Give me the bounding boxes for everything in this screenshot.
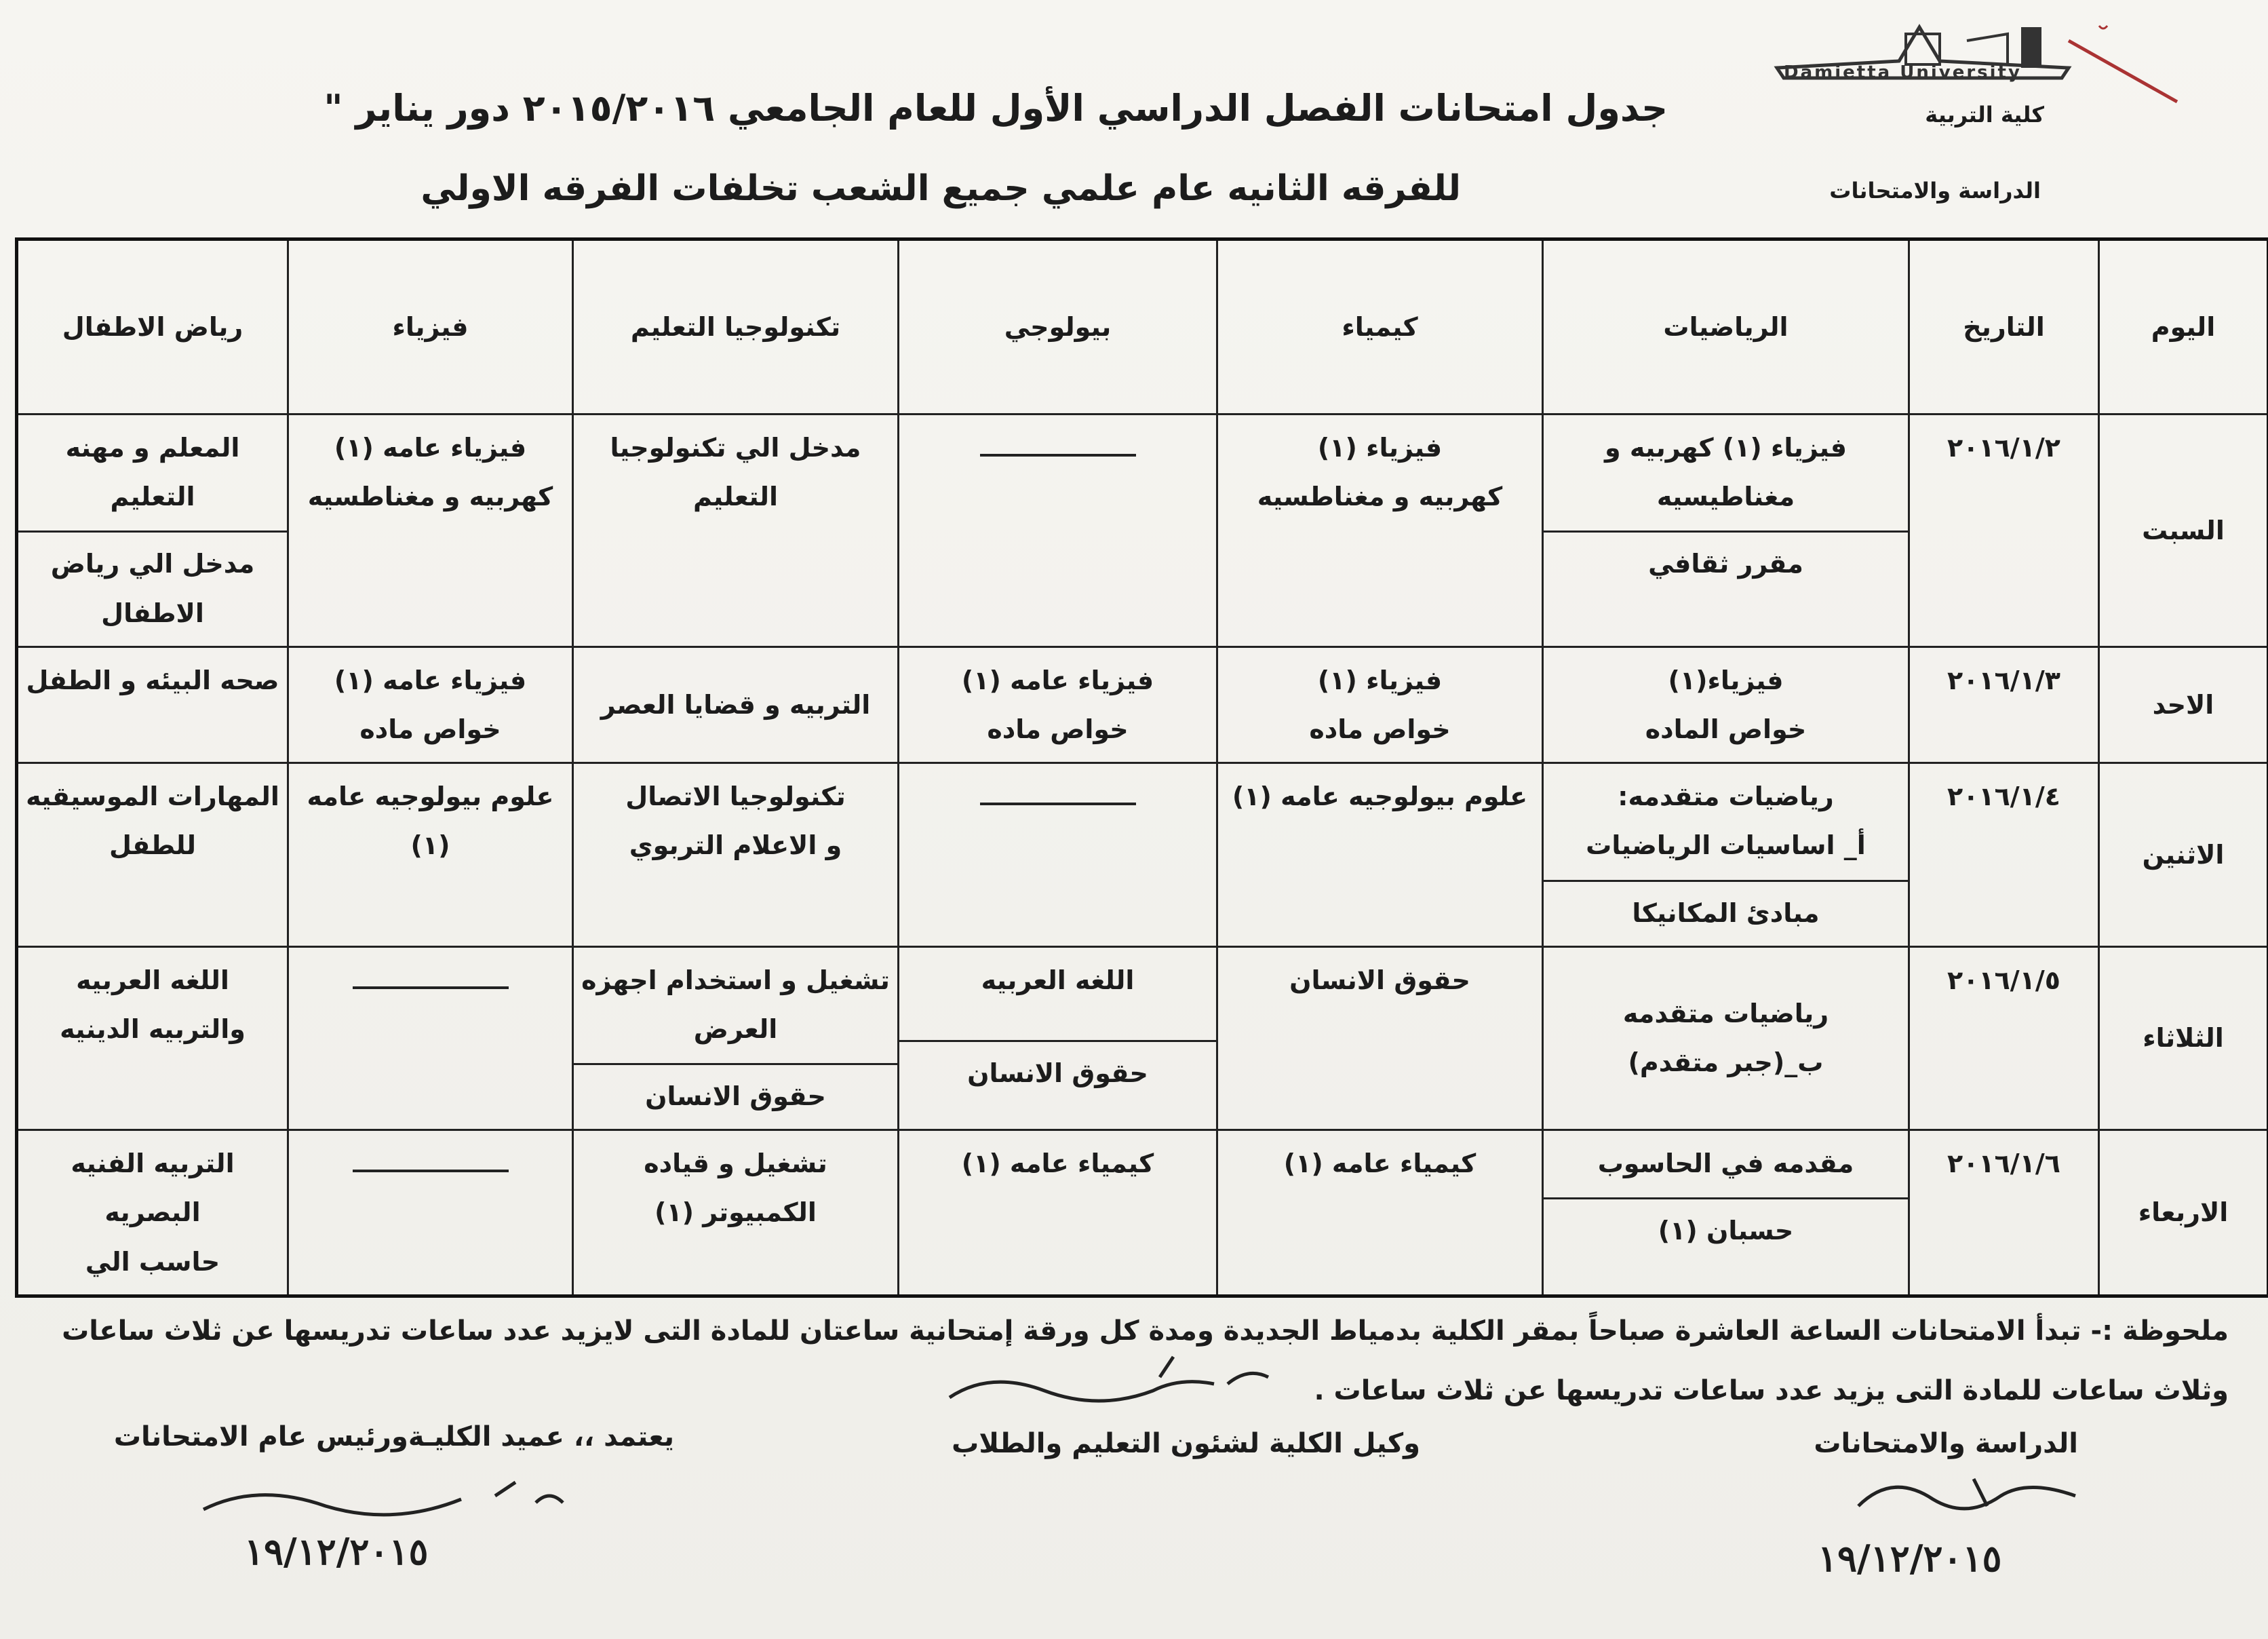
pen-mark [2062,20,2184,109]
biology-line: كيمياء عامه (١) [961,1149,1154,1179]
math-line: حسبان (١) [1544,1197,1908,1255]
physics-cell [288,946,573,1130]
chemistry-line: كيمياء عامه (١) [1283,1149,1477,1179]
edtech-cell [573,647,899,763]
kindergarten-cell [17,946,288,1130]
math-line: ب_(جبر متقدم) [1628,1047,1824,1078]
kindergarten-cell [17,414,288,647]
edtech-line: و الاعلام التربوي [629,830,842,861]
date-cell: ٢٠١٦/١/٣ [1909,647,2099,763]
biology-line: فيزياء عامه (١) [961,665,1154,695]
kindergarten-line: المهارات الموسيقيه [26,782,279,812]
signature-dean-label: يعتمد ،، عميد الكليـةورئيس عام الامتحانات [113,1421,674,1452]
header-date: التاريخ [1909,239,2099,414]
edtech-line: تشغيل و استخدام اجهزه [581,965,890,995]
physics-line: علوم بيولوجيه عامه (١) [307,782,554,861]
chemistry-cell [1217,763,1543,947]
chemistry-line: كهربيه و مغناطسيه [1257,482,1503,512]
physics-cell [288,647,573,763]
kindergarten-line: حاسب الي [85,1246,220,1277]
edtech-line: تشغيل و قياده [644,1149,827,1179]
day-cell: الثلاثاء [2099,946,2268,1130]
biology-line: اللغه العربيه [981,965,1135,995]
exam-schedule-table-wrapper [15,237,2267,1282]
math-line: رياضيات متقدمه: [1618,782,1834,812]
day-cell: السبت [2099,414,2268,647]
footnote-text: ملحوظة :- تبدأ الامتحانات الساعة العاشرة صباحاً بمقر الكلية بدمياط الجديدة ومدة كل ورقة إمتحانية ساعتان للمادة التى لايزيد عدد ساعات تدريسها عن ثلاث ساعات وثلاث ساعات للمادة التى يزيد عدد ساعات تدريسها عن ثلاث ساعات . [62,1315,2229,1406]
edtech-line: مدخل الي تكنولوجيا التعليم [610,433,861,512]
day-cell: الاحد [2099,647,2268,763]
handwritten-signature [943,1350,1295,1425]
signature-deputy-label: وكيل الكلية لشئون التعليم والطلاب [952,1428,1420,1459]
chemistry-line: حقوق الانسان [1289,965,1470,995]
handwritten-signature [197,1469,576,1537]
edtech-line: حقوق الانسان [574,1063,897,1121]
chemistry-cell [1217,946,1543,1130]
edtech-cell [573,1130,899,1296]
edtech-cell [573,763,899,947]
exam-schedule-table [15,237,2268,1298]
header-math: الرياضيات [1543,239,1909,414]
math-line: مبادئ المكانيكا [1544,880,1908,938]
signature-dept-label: الدراسة والامتحانات [1814,1428,2078,1459]
math-cell [1543,946,1909,1130]
kindergarten-line: والتربيه الدينيه [60,1014,246,1044]
math-line: مقدمه في الحاسوب [1597,1149,1854,1179]
physics-cell [288,763,573,947]
math-line: فيزياء (١) كهربيه و مغناطيسيه [1605,433,1847,512]
header-chemistry: كيمياء [1217,239,1543,414]
math-line: أ_ اساسيات الرياضيات [1586,830,1866,861]
biology-line: خواص ماده [987,714,1129,744]
table-row [17,414,2268,647]
kindergarten-line: المعلم و مهنه التعليم [65,433,240,512]
edtech-line: الكمبيوتر (١) [654,1197,817,1228]
table-row [17,946,2268,1130]
empty-dash [980,803,1136,805]
biology-cell [899,1130,1217,1296]
edtech-line: تكنولوجيا الاتصال [625,782,846,812]
edtech-cell [573,414,899,647]
date-cell: ٢٠١٦/١/٥ [1909,946,2099,1130]
kindergarten-line: مدخل الي رياض الاطفال [18,531,287,637]
empty-dash [980,454,1136,457]
chemistry-line: خواص ماده [1309,714,1451,744]
physics-line: فيزياء عامه (١) [334,433,527,463]
math-line: رياضيات متقدمه [1622,999,1829,1029]
faculty-label: كلية التربية [1925,102,2044,128]
page-title: جدول امتحانات الفصل الدراسي الأول للعام الجامعي ٢٠١٥/٢٠١٦ دور يناير " [324,87,1668,130]
header-edtech: تكنولوجيا التعليم [573,239,899,414]
physics-line: كهربيه و مغناطسيه [307,482,553,512]
math-cell [1543,647,1909,763]
biology-cell [899,414,1217,647]
table-row [17,763,2268,947]
empty-dash [353,1170,509,1172]
physics-line: فيزياء عامه (١) [334,665,527,695]
date-cell: ٢٠١٦/١/٤ [1909,763,2099,947]
signature-date: ١٩/١٢/٢٠١٥ [244,1530,429,1573]
kindergarten-line: صحه البيئه و الطفل [26,665,279,695]
kindergarten-cell [17,647,288,763]
page-subtitle: للفرقه الثانيه عام علمي جميع الشعب تخلفات الفرقه الاولي [421,168,1461,209]
chemistry-line: فيزياء (١) [1317,665,1443,695]
table-row [17,1130,2268,1296]
kindergarten-line: اللغه العربيه [76,965,229,995]
math-cell [1543,1130,1909,1296]
biology-cell [899,647,1217,763]
biology-line: حقوق الانسان [899,1040,1216,1098]
chemistry-line: علوم بيولوجيه عامه (١) [1232,782,1528,812]
table-header-row [17,239,2268,414]
biology-cell [899,763,1217,947]
date-cell: ٢٠١٦/١/٦ [1909,1130,2099,1296]
kindergarten-line: للطفل [109,830,197,861]
physics-cell [288,414,573,647]
chemistry-line: فيزياء (١) [1317,433,1443,463]
table-row [17,647,2268,763]
header-physics: فيزياء [288,239,573,414]
physics-line: خواص ماده [359,714,501,744]
empty-dash [353,986,509,989]
chemistry-cell [1217,647,1543,763]
math-line: فيزياء(١) [1668,665,1784,695]
header-day: اليوم [2099,239,2268,414]
signature-date: ١٩/١٢/٢٠١٥ [1818,1537,2002,1580]
kindergarten-cell [17,1130,288,1296]
edtech-line: التربيه و قضايا العصر [600,689,871,720]
kindergarten-line: التربيه الفنيه البصريه [71,1149,235,1228]
math-line: مقرر ثقافي [1544,531,1908,588]
handwritten-signature [1852,1465,2082,1533]
edtech-cell [573,946,899,1130]
department-label: الدراسة والامتحانات [1829,178,2041,204]
kindergarten-cell [17,763,288,947]
date-cell: ٢٠١٦/١/٢ [1909,414,2099,647]
university-name: Damietta University [1784,62,2022,83]
edtech-line: العرض [693,1014,778,1044]
math-cell [1543,763,1909,947]
header-biology: بيولوجي [899,239,1217,414]
math-line: خواص الماده [1645,714,1807,744]
day-cell: الاثنين [2099,763,2268,947]
physics-cell [288,1130,573,1296]
math-cell [1543,414,1909,647]
biology-cell [899,946,1217,1130]
header-kindergarten: رياض الاطفال [17,239,288,414]
chemistry-cell [1217,414,1543,647]
chemistry-cell [1217,1130,1543,1296]
day-cell: الاربعاء [2099,1130,2268,1296]
